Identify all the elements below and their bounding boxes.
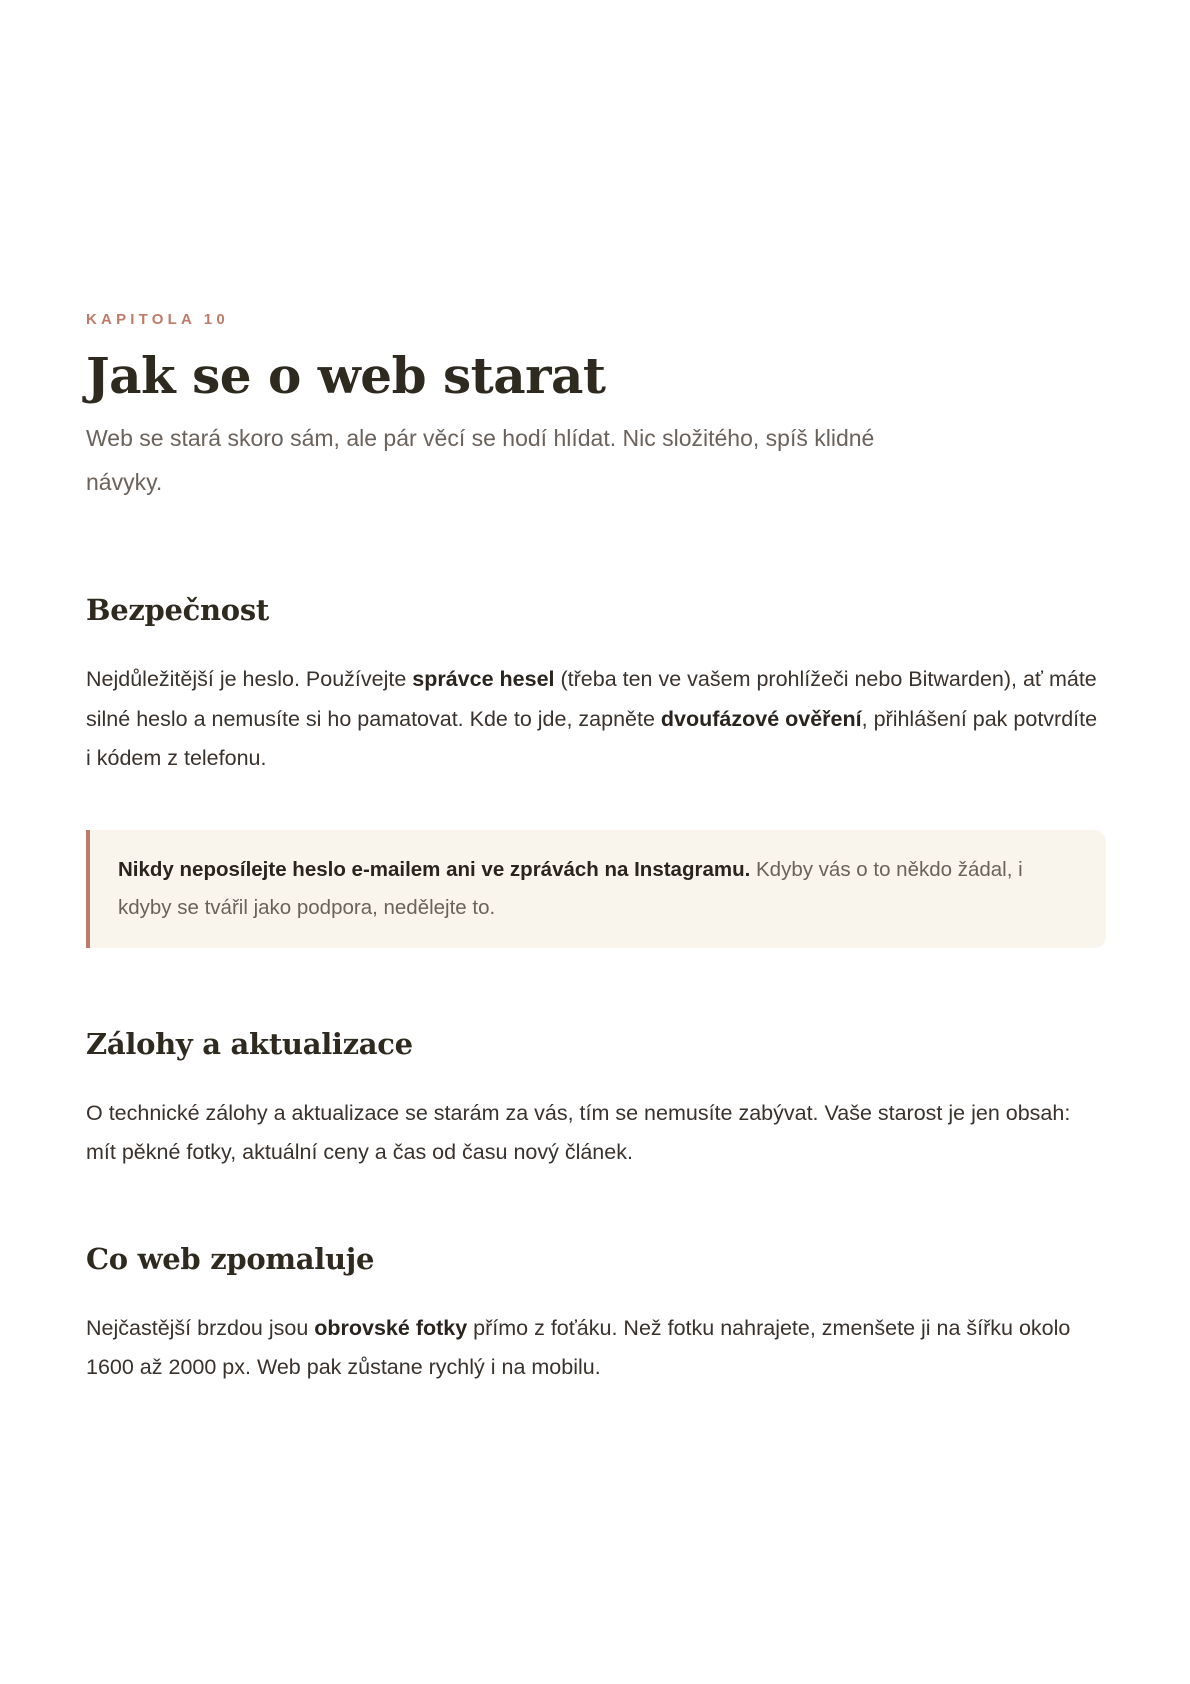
bold-password-manager: správce hesel (412, 667, 555, 691)
section-body-backups (86, 1094, 1106, 1173)
section-body-security (86, 660, 1106, 779)
chapter-lead: Web se stará skoro sám, ale pár věcí se hodí hlídat. Nic složitého, spíš klidné návyky. (86, 425, 875, 495)
section-body-slowdown (86, 1309, 1106, 1388)
text-run: Nejdůležitější je heslo. Používejte (86, 667, 413, 691)
text-run: , přihlášení pak potvrdíte i kódem z telefonu. (86, 706, 1098, 770)
text-run: přímo z foťáku. Než fotku nahrajete, zmenšete ji na šířku okolo 1600 až 2000 px. Web pak zůstane rychlý i na mobilu. (86, 1315, 1071, 1379)
warning-callout (86, 830, 1106, 948)
callout-text: Kdyby vás o to někdo žádal, i kdyby se tvářil jako podpora, nedělejte to. (118, 857, 1023, 919)
section-title-security: Bezpečnost (86, 593, 269, 627)
callout-bold: Nikdy neposílejte heslo e-mailem ani ve zprávách na Instagramu. (118, 857, 751, 881)
section-title-slowdown: Co web zpomaluje (86, 1241, 375, 1276)
chapter-title: Jak se o web starat (86, 346, 606, 405)
chapter-kicker: KAPITOLA 10 (86, 311, 229, 328)
bold-huge-photos: obrovské fotky (314, 1315, 468, 1340)
chapter-page (86, 310, 1106, 1388)
section-title-backups: Zálohy a aktualizace (86, 1026, 413, 1061)
text-run: O technické zálohy a aktualizace se starám za vás, tím se nemusíte zabývat. Vaše starost je jen obsah: mít pěkné fotky, aktuální ceny a čas od času nový článek. (86, 1100, 1071, 1164)
text-run: Nejčastější brzdou jsou (86, 1315, 315, 1340)
text-run: (třeba ten ve vašem prohlížeči nebo Bitwarden), ať máte silné heslo a nemusíte si ho pamatovat. Kde to jde, zapněte (86, 667, 1097, 731)
bold-two-factor: dvoufázové ověření (660, 706, 862, 731)
